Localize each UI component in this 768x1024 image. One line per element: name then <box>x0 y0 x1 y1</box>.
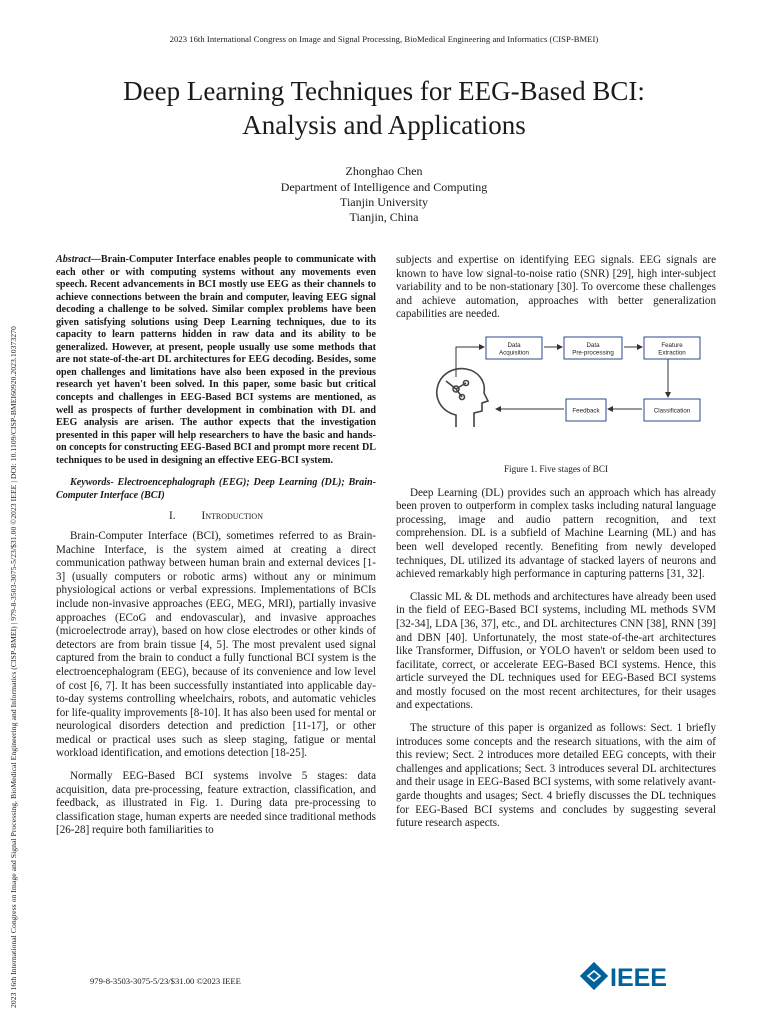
author-department: Department of Intelligence and Computing <box>280 180 488 194</box>
paragraph: Normally EEG-Based BCI systems involve 5 stages: data acquisition, data pre-processing, feature extraction, classification, and feedback, as illustrated in Fig. 1. During data pre-processing to classification stage, human experts are needed since traditional methods [26-28] require both familiarities to <box>56 770 376 837</box>
keywords: Keywords- Electroencephalograph (EEG); Deep Learning (DL); Brain-Computer Interface (BCI) <box>56 477 376 501</box>
author-block <box>0 164 768 225</box>
doi-side-note: 2023 16th International Congress on Image and Signal Processing, BioMedical Engineering and Informatics (CISP-BMEI) | 979-8-3503-3075-5/23/$31.00 ©2023 IEEE | DOI: 10.1109/CISP-BMEI60920.2023.10373270 <box>9 326 18 1008</box>
figure-bci-stages <box>396 331 716 449</box>
paragraph: subjects and expertise on identifying EEG signals. EEG signals are known to have low signal-to-noise ratio (SNR) [29], high inter-subject variability and to be non-stationary [30]. To overcome these challenges and achieve automation, approaches with better generalization capabilities are needed. <box>396 254 716 321</box>
bci-stages-diagram <box>396 331 716 449</box>
section-number: I. <box>169 510 176 523</box>
conference-header: 2023 16th International Congress on Image and Signal Processing, BioMedical Engineering and Informatics (CISP-BMEI) <box>169 34 599 44</box>
author-location: Tianjin, China <box>349 210 419 224</box>
right-column <box>396 254 716 840</box>
section-heading <box>56 510 376 524</box>
ieee-diamond-icon <box>580 962 608 990</box>
stage-label-data-acquisition: Data <box>507 341 521 349</box>
stage-label-data-pre-processing: Pre-processing <box>572 349 614 357</box>
section-title: Introduction <box>201 510 263 523</box>
footer-copyright: 979-8-3503-3075-5/23/$31.00 ©2023 IEEE <box>90 976 241 986</box>
stage-label-feature-extraction: Extraction <box>658 349 686 357</box>
paragraph: The structure of this paper is organized as follows: Sect. 1 briefly introduces some concepts and the research situations, with the aim of this review; Sect. 2 introduces more detailed EEG concepts, with their challenges and applications; Sect. 3 introduces several DL architectures and their usage in EEG-Based BCI systems, with some relatively avant-garde thoughts and usages; Sect. 4 briefly discusses the DL techniques for EEG-Based BCI systems and concludes by suggesting several future research aspects. <box>396 722 716 830</box>
abstract <box>56 254 376 467</box>
ieee-logo <box>580 962 690 992</box>
author-university: Tianjin University <box>340 195 428 209</box>
title-line-2: Analysis and Applications <box>242 110 526 140</box>
paragraph: Classic ML & DL methods and architectures have already been used in the field of EEG-Based BCI systems, including ML methods SVM [32-34], LDA [36, 37], etc., and DL architectures CNN [38], RNN [39] and DBN [40]. Unfortunately, the most state-of-the-art architectures like Transformer, Diffusion, or YOLO haven't or seldom been used to facilitate, correct, or accelerate EEG-Based BCI systems. Hence, this article surveyed the DL techniques used for EEG-Based BCI systems and mostly focused on the most recent architectures, for their usages and expectations. <box>396 590 716 712</box>
paragraph: Brain-Computer Interface (BCI), sometimes referred to as Brain-Machine Interface, is the system aimed at creating a direct communication pathway between human brain and external devices [1-3] (usually computers or robotic arms) without any or minimum physiological actions or verbal expressions. Implementations of BCIs include non-invasive approaches (EEG, MEG, MRI), partially invasive approaches (ECoG and endovascular), and invasive approaches (microelectrode array), based on how close electrodes or other kinds of detectors are from brain tissue [4, 5]. The most prevalent used signal captured from the brain to conduct a fully functional BCI system is the electroencephalogram (EEG), because of its convenience and low level of cost [6, 7]. It has been successfully instantiated into applicable day-to-day systems controlling wheelchairs, robots, and automatic vehicles for life-quality improvements [8-10]. It has also been used for mental or neurological disorders detection and prediction [11-17], or other medical or practical uses such as sleep staging, fatigue or mental workload identification, and emotions detection [18-25]. <box>56 529 376 760</box>
ieee-logo-text: IEEE <box>610 964 667 992</box>
title-line-1: Deep Learning Techniques for EEG-Based BCI: <box>123 76 645 106</box>
figure-caption: Figure 1. Five stages of BCI <box>503 463 609 474</box>
left-column <box>56 254 376 847</box>
abstract-lead: Abstract <box>56 254 91 265</box>
author-name: Zhonghao Chen <box>345 164 423 178</box>
paragraph: Deep Learning (DL) provides such an approach which has already been proven to outperform in complex tasks including natural language processing, image and audio pattern recognition, and text comprehension. DL is a subfield of Machine Learning (ML) and has been well developed recently. Benefiting from newly developed techniques, DL utilized its advantage of stacked layers of neurons and achieved remarkably high performance in capturing patterns [31, 32]. <box>396 486 716 581</box>
stage-label-data-acquisition: Acquisition <box>499 349 529 357</box>
stage-label-data-pre-processing: Data <box>586 341 600 349</box>
stage-label-classification: Classification <box>653 407 691 415</box>
stage-label-feedback: Feedback <box>572 407 600 415</box>
abstract-text: —Brain-Computer Interface enables people to communicate with each other or with computing systems without any movements even speech. Recent advancements in BCI mostly use EEG as their channels to achieve connections between the brain and computer, leaving EEG signal decoding a challenge to be solved. Similar complex problems have been given satisfying solutions using Deep Learning techniques, due to its capacity to learn patterns hidden in raw data and its ability to be generalized. However, at present, people usually use some methods that are not state-of-the-art DL architectures for EEG decoding. Besides, some open challenges and limitations have also been exposed in the previous research yet haven't been solved. In this paper, some basic but critical concepts and challenges in EEG-Based BCI systems are mentioned, as well as prospects of further development in combination with DL and EEG analysis are arisen. The author expects that the investigation presented in this paper will help researchers to have the basic and hands-on concepts for constructing EEG-Based BCI and prompt more recent DL techniques to be used in designing an effective EEG-BCI system. <box>56 254 376 466</box>
brain-head-icon <box>437 369 488 427</box>
stage-label-feature-extraction: Feature <box>661 341 683 349</box>
paper-title <box>40 74 728 142</box>
